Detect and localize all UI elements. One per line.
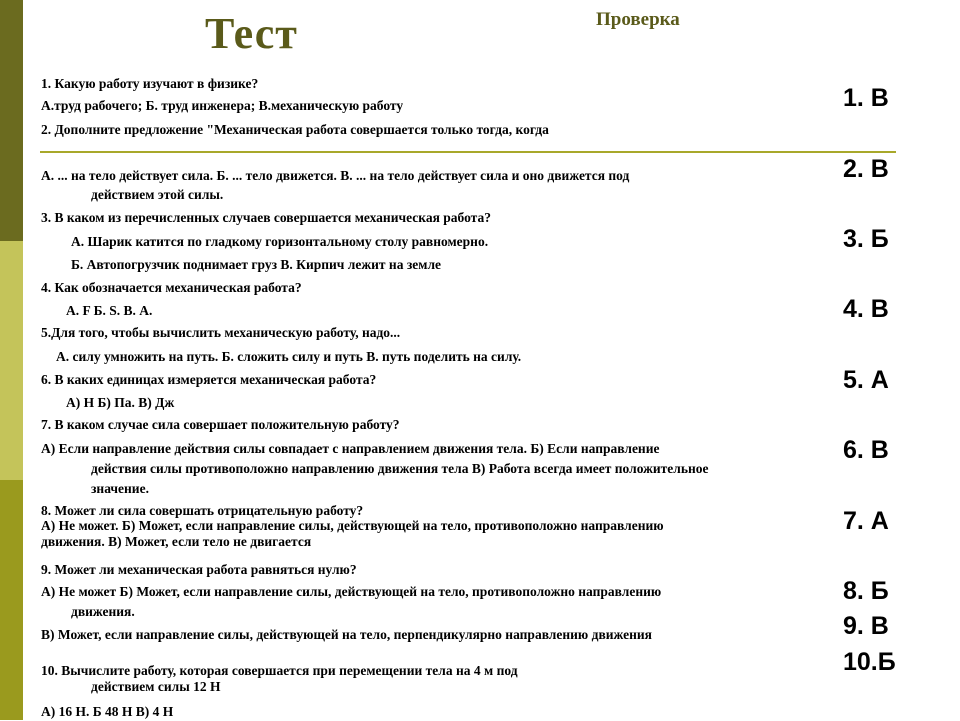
options-9-line-1: А) Не может Б) Может, если направление силы, действующей на тело, противоположно направлению [41, 584, 662, 599]
answer-4: 4. В [843, 295, 889, 323]
question-1: 1. Какую работу изучают в физике? [41, 76, 259, 91]
question-10: 10. Вычислите работу, которая совершается при перемещении тела на 4 м под [41, 663, 518, 678]
question-5: 5.Для того, чтобы вычислить механическую работу, надо... [41, 325, 401, 340]
left-stripe-dark [0, 0, 23, 241]
question-10-line-2: действием силы 12 Н [91, 679, 221, 694]
answer-6: 6. В [843, 436, 889, 464]
options-8-line-1: А) Не может. Б) Может, если направление силы, действующей на тело, противоположно направлению [41, 518, 664, 533]
left-stripe-olive [0, 480, 23, 720]
answer-1: 1. В [843, 84, 889, 112]
options-8-line-2: движения. В) Может, если тело не двигается [41, 534, 312, 549]
question-6: 6. В каких единицах измеряется механическая работа? [41, 372, 377, 387]
answer-10: 10.Б [843, 648, 896, 676]
check-heading: Проверка [596, 9, 680, 30]
answer-3: 3. Б [843, 225, 889, 253]
options-1: А.труд рабочего; Б. труд инженера; В.механическую работу [41, 98, 404, 113]
page-title: Тест [205, 9, 298, 58]
options-3-line-2: Б. Автопогрузчик поднимает груз В. Кирпич лежит на земле [71, 257, 442, 272]
options-2-line-1: А. ... на тело действует сила. Б. ... тело движется. В. ... на тело действует сила и оно движется под [41, 168, 630, 183]
options-7-line-1: А) Если направление действия силы совпадает с направлением движения тела. Б) Если направление [41, 441, 660, 456]
options-9-line-3: В) Может, если направление силы, действующей на тело, перпендикулярно направлению движения [41, 627, 652, 642]
question-2: 2. Дополните предложение "Механическая работа совершается только тогда, когда [41, 122, 549, 137]
answer-9: 9. В [843, 612, 889, 640]
answer-2: 2. В [843, 155, 889, 183]
options-4: А. F Б. S. В. A. [66, 303, 153, 318]
answer-5: 5. А [843, 366, 889, 394]
answer-7: 7. А [843, 507, 889, 535]
options-9-line-2: движения. [71, 604, 135, 619]
left-stripe-light [0, 241, 23, 480]
options-7-line-2: действия силы противоположно направлению движения тела В) Работа всегда имеет положительное [91, 461, 709, 476]
question-8: 8. Может ли сила совершать отрицательную работу? [41, 503, 364, 518]
answer-8: 8. Б [843, 577, 889, 605]
options-5: А. силу умножить на путь. Б. сложить силу и путь В. путь поделить на силу. [56, 349, 522, 364]
options-3-line-1: А. Шарик катится по гладкому горизонтальному столу равномерно. [71, 234, 489, 249]
question-4: 4. Как обозначается механическая работа? [41, 280, 302, 295]
options-6: А) Н Б) Па. В) Дж [66, 395, 175, 410]
options-7-line-3: значение. [91, 481, 149, 496]
question-3: 3. В каком из перечисленных случаев совершается механическая работа? [41, 210, 491, 225]
question-9: 9. Может ли механическая работа равняться нулю? [41, 562, 357, 577]
options-2-line-2: действием этой силы. [91, 187, 224, 202]
question-7: 7. В каком случае сила совершает положительную работу? [41, 417, 400, 432]
divider-line [40, 151, 896, 153]
options-10: А) 16 Н. Б 48 Н В) 4 Н [41, 704, 174, 719]
